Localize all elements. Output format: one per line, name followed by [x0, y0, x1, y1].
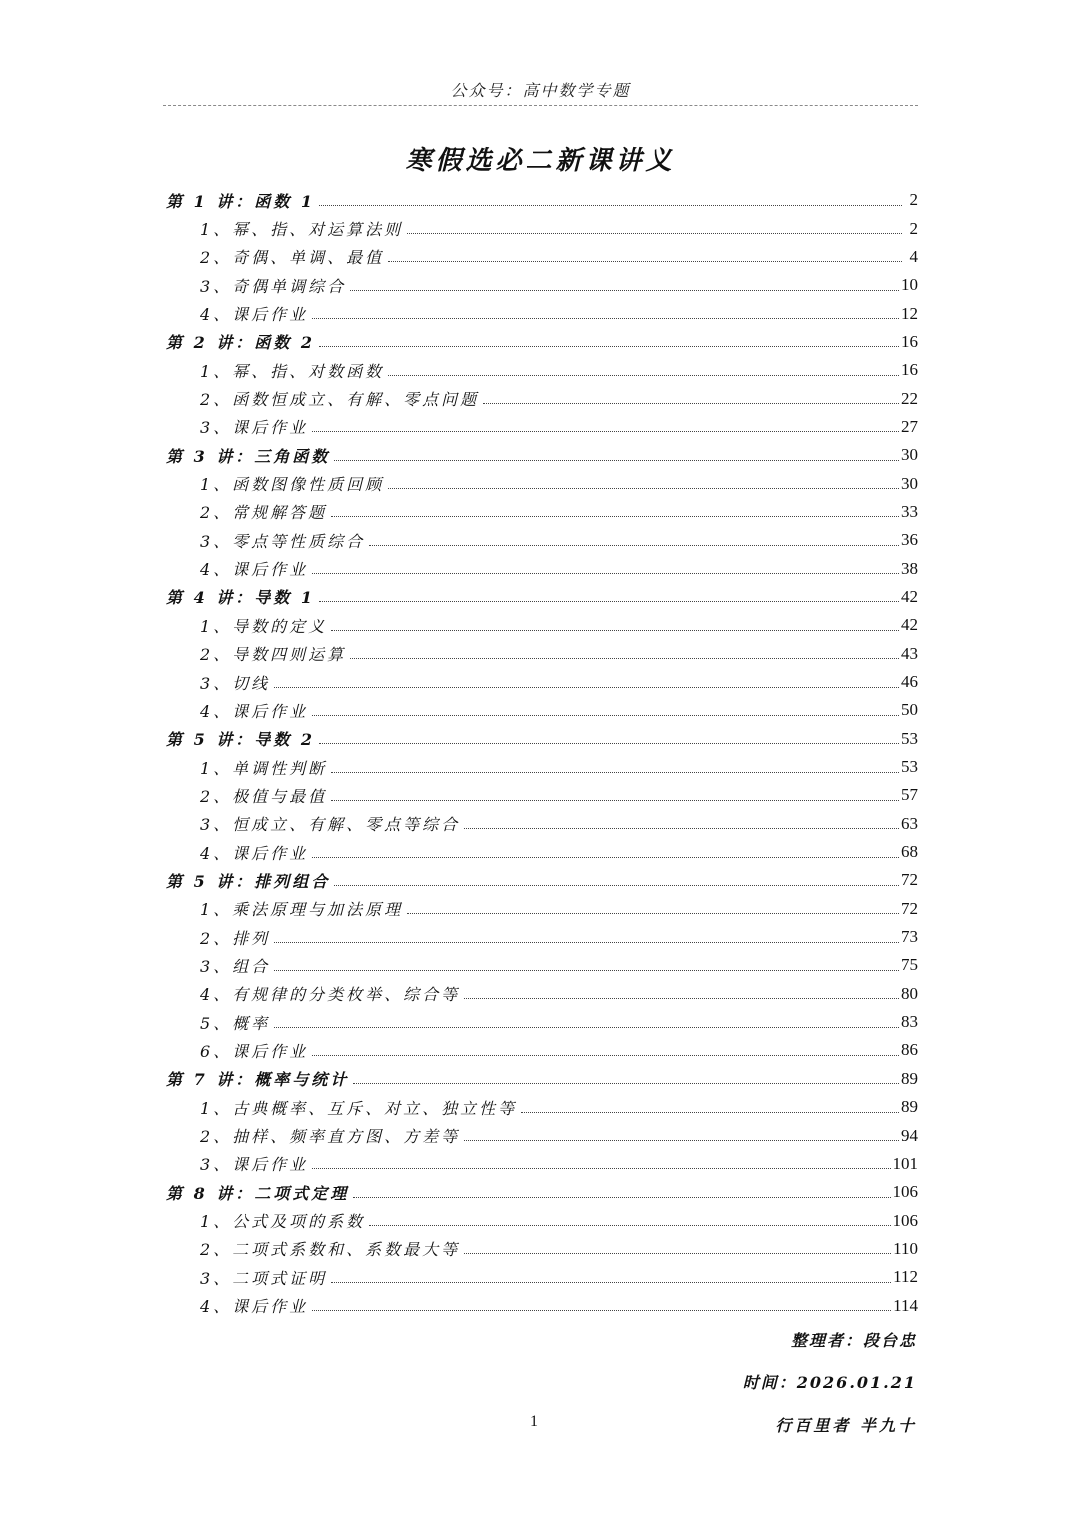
toc-dot-leader	[274, 970, 899, 971]
toc-dot-leader	[350, 658, 899, 659]
toc-page-number: 89	[901, 1097, 918, 1117]
toc-section-entry[interactable]	[166, 838, 918, 866]
toc-section-entry[interactable]	[166, 923, 918, 951]
toc-dot-leader	[521, 1112, 899, 1113]
toc-dot-leader	[274, 1027, 899, 1028]
toc-dot-leader	[388, 488, 899, 489]
toc-page-number: 72	[901, 898, 918, 918]
toc-chapter-entry[interactable]	[166, 186, 918, 214]
toc-section-entry[interactable]	[166, 611, 918, 639]
toc-entry-label: 3、恒成立、有解、零点等综合	[200, 815, 461, 835]
toc-section-entry[interactable]	[166, 951, 918, 979]
toc-entry-label: 5、概率	[200, 1013, 271, 1033]
toc-entry-label: 2、排列	[200, 928, 271, 948]
motto: 行百里者 半九十	[775, 1416, 917, 1435]
toc-page-number: 10	[901, 275, 918, 295]
toc-page-number: 46	[901, 672, 918, 692]
toc-entry-label: 4、课后作业	[200, 1297, 309, 1317]
toc-page-number: 86	[901, 1040, 918, 1060]
toc-section-entry[interactable]	[166, 668, 918, 696]
toc-section-entry[interactable]	[166, 1263, 918, 1291]
toc-section-entry[interactable]	[166, 469, 918, 497]
toc-entry-label: 第 5 讲：排列组合	[166, 871, 331, 891]
toc-entry-label: 3、组合	[200, 956, 271, 976]
toc-section-entry[interactable]	[166, 895, 918, 923]
toc-section-entry[interactable]	[166, 356, 918, 384]
toc-page-number: 114	[893, 1295, 918, 1315]
toc-page-number: 30	[901, 473, 918, 493]
toc-page-number: 4	[909, 246, 918, 266]
toc-page-number: 42	[901, 615, 918, 635]
toc-entry-label: 3、二项式证明	[200, 1268, 328, 1288]
toc-entry-label: 4、课后作业	[200, 560, 309, 580]
toc-section-entry[interactable]	[166, 640, 918, 668]
toc-section-entry[interactable]	[166, 214, 918, 242]
header-divider	[163, 105, 918, 106]
toc-section-entry[interactable]	[166, 810, 918, 838]
toc-dot-leader	[312, 318, 899, 319]
toc-chapter-entry[interactable]	[166, 725, 918, 753]
toc-dot-leader	[464, 1140, 899, 1141]
toc-chapter-entry[interactable]	[166, 583, 918, 611]
toc-dot-leader	[407, 913, 899, 914]
toc-page-number: 2	[909, 218, 918, 238]
toc-dot-leader	[369, 1225, 890, 1226]
toc-entry-label: 2、导数四则运算	[200, 645, 347, 665]
toc-entry-label: 第 8 讲：二项式定理	[166, 1183, 350, 1203]
toc-entry-label: 第 3 讲：三角函数	[166, 446, 331, 466]
toc-entry-label: 1、古典概率、互斥、对立、独立性等	[200, 1098, 518, 1118]
toc-section-entry[interactable]	[166, 1291, 918, 1319]
toc-page-number: 75	[901, 955, 918, 975]
toc-dot-leader	[331, 630, 899, 631]
toc-dot-leader	[369, 545, 899, 546]
toc-dot-leader	[388, 375, 899, 376]
toc-entry-label: 6、课后作业	[200, 1041, 309, 1061]
toc-entry-label: 2、二项式系数和、系数最大等	[200, 1240, 461, 1260]
toc-entry-label: 4、课后作业	[200, 843, 309, 863]
toc-section-entry[interactable]	[166, 1206, 918, 1234]
toc-chapter-entry[interactable]	[166, 1065, 918, 1093]
toc-entry-label: 1、公式及项的系数	[200, 1212, 366, 1232]
page-number: 1	[530, 1413, 538, 1430]
toc-entry-label: 1、导数的定义	[200, 616, 328, 636]
toc-dot-leader	[353, 1197, 890, 1198]
toc-page-number: 2	[909, 190, 918, 210]
toc-chapter-entry[interactable]	[166, 441, 918, 469]
toc-dot-leader	[334, 885, 899, 886]
toc-section-entry[interactable]	[166, 1150, 918, 1178]
toc-page-number: 57	[901, 785, 918, 805]
toc-dot-leader	[483, 403, 899, 404]
toc-page-number: 83	[901, 1012, 918, 1032]
toc-page-number: 63	[901, 813, 918, 833]
toc-chapter-entry[interactable]	[166, 1178, 918, 1206]
toc-dot-leader	[353, 1083, 899, 1084]
toc-dot-leader	[312, 1055, 899, 1056]
toc-dot-leader	[319, 205, 902, 206]
toc-dot-leader	[331, 516, 899, 517]
toc-dot-leader	[312, 1168, 890, 1169]
toc-section-entry[interactable]	[166, 781, 918, 809]
toc-entry-label: 2、常规解答题	[200, 503, 328, 523]
date-line: 时间：2026.01.21	[742, 1373, 917, 1392]
toc-section-entry[interactable]	[166, 554, 918, 582]
toc-entry-label: 2、函数恒成立、有解、零点问题	[200, 390, 480, 410]
toc-page-number: 101	[892, 1153, 918, 1173]
toc-dot-leader	[407, 233, 902, 234]
toc-section-entry[interactable]	[166, 696, 918, 724]
toc-page-number: 16	[901, 331, 918, 351]
toc-section-entry[interactable]	[166, 980, 918, 1008]
toc-page-number: 38	[901, 558, 918, 578]
toc-dot-leader	[331, 800, 899, 801]
toc-dot-leader	[312, 857, 899, 858]
toc-section-entry[interactable]	[166, 384, 918, 412]
toc-entry-label: 4、有规律的分类枚举、综合等	[200, 985, 461, 1005]
toc-page-number: 42	[901, 586, 918, 606]
toc-section-entry[interactable]	[166, 1121, 918, 1149]
toc-entry-label: 第 2 讲：函数 2	[166, 333, 315, 353]
organizer-credit: 整理者：段台忠	[790, 1331, 917, 1350]
toc-page-number: 22	[901, 388, 918, 408]
toc-page-number: 73	[901, 927, 918, 947]
toc-entry-label: 第 5 讲：导数 2	[166, 730, 315, 750]
toc-page-number: 110	[893, 1238, 918, 1258]
toc-entry-label: 4、课后作业	[200, 305, 309, 325]
toc-dot-leader	[312, 573, 899, 574]
toc-dot-leader	[464, 998, 899, 999]
toc-page-number: 43	[901, 643, 918, 663]
toc-page-number: 89	[901, 1068, 918, 1088]
toc-entry-label: 第 4 讲：导数 1	[166, 588, 315, 608]
toc-section-entry[interactable]	[166, 498, 918, 526]
toc-dot-leader	[334, 460, 899, 461]
toc-chapter-entry[interactable]	[166, 328, 918, 356]
toc-page-number: 50	[901, 700, 918, 720]
toc-dot-leader	[274, 687, 899, 688]
toc-entry-label: 1、函数图像性质回顾	[200, 475, 385, 495]
toc-page-number: 33	[901, 501, 918, 521]
toc-section-entry[interactable]	[166, 1093, 918, 1121]
toc-dot-leader	[319, 346, 899, 347]
toc-section-entry[interactable]	[166, 753, 918, 781]
toc-entry-label: 1、幂、指、对数函数	[200, 361, 385, 381]
table-of-contents	[166, 186, 918, 1320]
toc-page-number: 106	[892, 1182, 918, 1202]
toc-entry-label: 3、课后作业	[200, 1155, 309, 1175]
toc-entry-label: 2、抽样、频率直方图、方差等	[200, 1127, 461, 1147]
page-header: 公众号：高中数学专题	[450, 81, 631, 100]
toc-entry-label: 3、切线	[200, 673, 271, 693]
toc-entry-label: 2、极值与最值	[200, 786, 328, 806]
toc-entry-label: 2、奇偶、单调、最值	[200, 248, 385, 268]
toc-section-entry[interactable]	[166, 299, 918, 327]
toc-entry-label: 3、零点等性质综合	[200, 531, 366, 551]
toc-page-number: 27	[901, 416, 918, 436]
toc-dot-leader	[331, 772, 899, 773]
toc-dot-leader	[319, 743, 899, 744]
toc-chapter-entry[interactable]	[166, 866, 918, 894]
toc-entry-label: 3、奇偶单调综合	[200, 276, 347, 296]
toc-page-number: 53	[901, 757, 918, 777]
toc-page-number: 36	[901, 530, 918, 550]
toc-page-number: 72	[901, 870, 918, 890]
document-title: 寒假选必二新课讲义	[405, 146, 676, 176]
toc-section-entry[interactable]	[166, 271, 918, 299]
toc-section-entry[interactable]	[166, 413, 918, 441]
toc-dot-leader	[312, 431, 899, 432]
toc-dot-leader	[464, 1253, 891, 1254]
toc-section-entry[interactable]	[166, 526, 918, 554]
toc-dot-leader	[464, 828, 899, 829]
toc-entry-label: 1、乘法原理与加法原理	[200, 900, 404, 920]
toc-dot-leader	[388, 261, 902, 262]
toc-entry-label: 3、课后作业	[200, 418, 309, 438]
toc-dot-leader	[331, 1282, 891, 1283]
toc-dot-leader	[274, 942, 899, 943]
toc-entry-label: 第 1 讲：函数 1	[166, 191, 315, 211]
toc-dot-leader	[312, 715, 899, 716]
toc-page-number: 30	[901, 445, 918, 465]
toc-page-number: 94	[901, 1125, 918, 1145]
toc-page-number: 12	[901, 303, 918, 323]
toc-entry-label: 第 7 讲：概率与统计	[166, 1070, 350, 1090]
toc-page-number: 68	[901, 842, 918, 862]
toc-dot-leader	[319, 601, 899, 602]
toc-page-number: 53	[901, 728, 918, 748]
toc-page-number: 16	[901, 360, 918, 380]
toc-section-entry[interactable]	[166, 1235, 918, 1263]
toc-section-entry[interactable]	[166, 1008, 918, 1036]
toc-entry-label: 1、单调性判断	[200, 758, 328, 778]
toc-entry-label: 4、课后作业	[200, 701, 309, 721]
toc-page-number: 106	[892, 1210, 918, 1230]
toc-dot-leader	[350, 290, 899, 291]
toc-section-entry[interactable]	[166, 1036, 918, 1064]
toc-page-number: 80	[901, 983, 918, 1003]
toc-section-entry[interactable]	[166, 243, 918, 271]
toc-page-number: 112	[893, 1267, 918, 1287]
toc-entry-label: 1、幂、指、对运算法则	[200, 220, 404, 240]
toc-dot-leader	[312, 1310, 891, 1311]
